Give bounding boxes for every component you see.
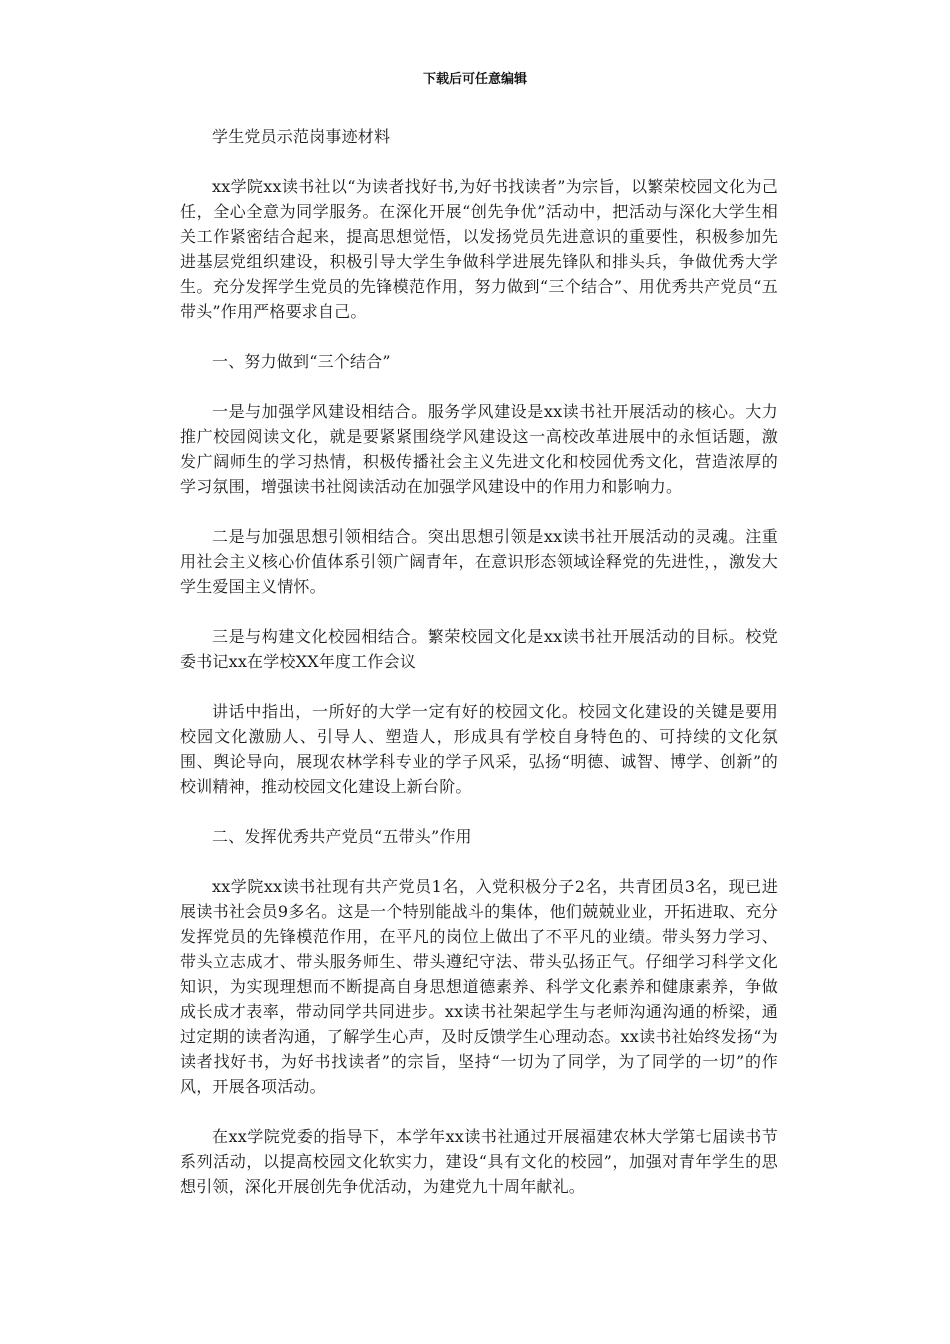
page-header: 下载后可任意编辑 bbox=[422, 72, 527, 87]
paragraph: 三是与构建文化校园相结合。繁荣校园文化是xx读书社开展活动的目标。校党委书记xx在学校XX年度工作会议 bbox=[180, 627, 778, 671]
paragraph: 讲话中指出，一所好的大学一定有好的校园文化。校园文化建设的关键是要用校园文化激励人、引导人、塑造人，形成具有学校自身特色的、可持续的文化氛围、舆论导向，展现农林学科专业的学子风采，弘扬“明德、诚智、博学、创新”的校训精神，推动校园文化建设上新台阶。 bbox=[180, 702, 778, 796]
document-title: 学生党员示范岗事迹材料 bbox=[212, 127, 391, 146]
section-heading-1: 一、努力做到“三个结合” bbox=[212, 352, 391, 371]
paragraph: 在xx学院党委的指导下，本学年xx读书社通过开展福建农林大学第七届读书节系列活动，以提高校园文化软实力，建设“具有文化的校园”，加强对青年学生的思想引领，深化开展创先争优活动，为建党九十周年献礼。 bbox=[180, 1127, 778, 1196]
paragraph: 一是与加强学风建设相结合。服务学风建设是xx读书社开展活动的核心。大力推广校园阅读文化，就是要紧紧围绕学风建设这一高校改革进展中的永恒话题，激发广阔师生的学习热情，积极传播社会主义先进文化和校园优秀文化，营造浓厚的学习氛围，增强读书社阅读活动在加强学风建设中的作用力和影响力。 bbox=[180, 402, 778, 496]
section-heading-2: 二、发挥优秀共产党员“五带头”作用 bbox=[212, 827, 472, 846]
paragraph: 二是与加强思想引领相结合。突出思想引领是xx读书社开展活动的灵魂。注重用社会主义核心价值体系引领广阔青年，在意识形态领域诠释党的先进性，，激发大学生爱国主义情怀。 bbox=[180, 527, 778, 596]
document-body bbox=[180, 124, 778, 1224]
paragraph: xx学院xx读书社现有共产党员1名，入党积极分子2名，共青团员3名，现已进展读书社会员9多名。这是一个特别能战斗的集体，他们兢兢业业，开拓进取、充分发挥党员的先锋模范作用，在平凡的岗位上做出了不平凡的业绩。带头努力学习、带头立志成才、带头服务师生、带头遵纪守法、带头弘扬正气。仔细学习科学文化知识，为实现理想而不断提高自身思想道德素养、科学文化素养和健康素养，争做成长成才表率，带动同学共同进步。xx读书社架起学生与老师沟通沟通的桥梁，通过定期的读者沟通，了解学生心声，及时反馈学生心理动态。xx读书社始终发扬“为读者找好书，为好书找读者”的宗旨，坚持“一切为了同学，为了同学的一切”的作风，开展各项活动。 bbox=[180, 877, 778, 1096]
intro-paragraph: xx学院xx读书社以“为读者找好书,为好书找读者”为宗旨，以繁荣校园文化为己任，全心全意为同学服务。在深化开展“创先争优”活动中，把活动与深化大学生相关工作紧密结合起来，提高思想觉悟，以发扬党员先进意识的重要性，积极参加先进基层党组织建设，积极引导大学生争做科学进展先锋队和排头兵，争做优秀大学生。充分发挥学生党员的先锋模范作用，努力做到“三个结合”、用优秀共产党员“五带头”作用严格要求自己。 bbox=[180, 177, 778, 321]
